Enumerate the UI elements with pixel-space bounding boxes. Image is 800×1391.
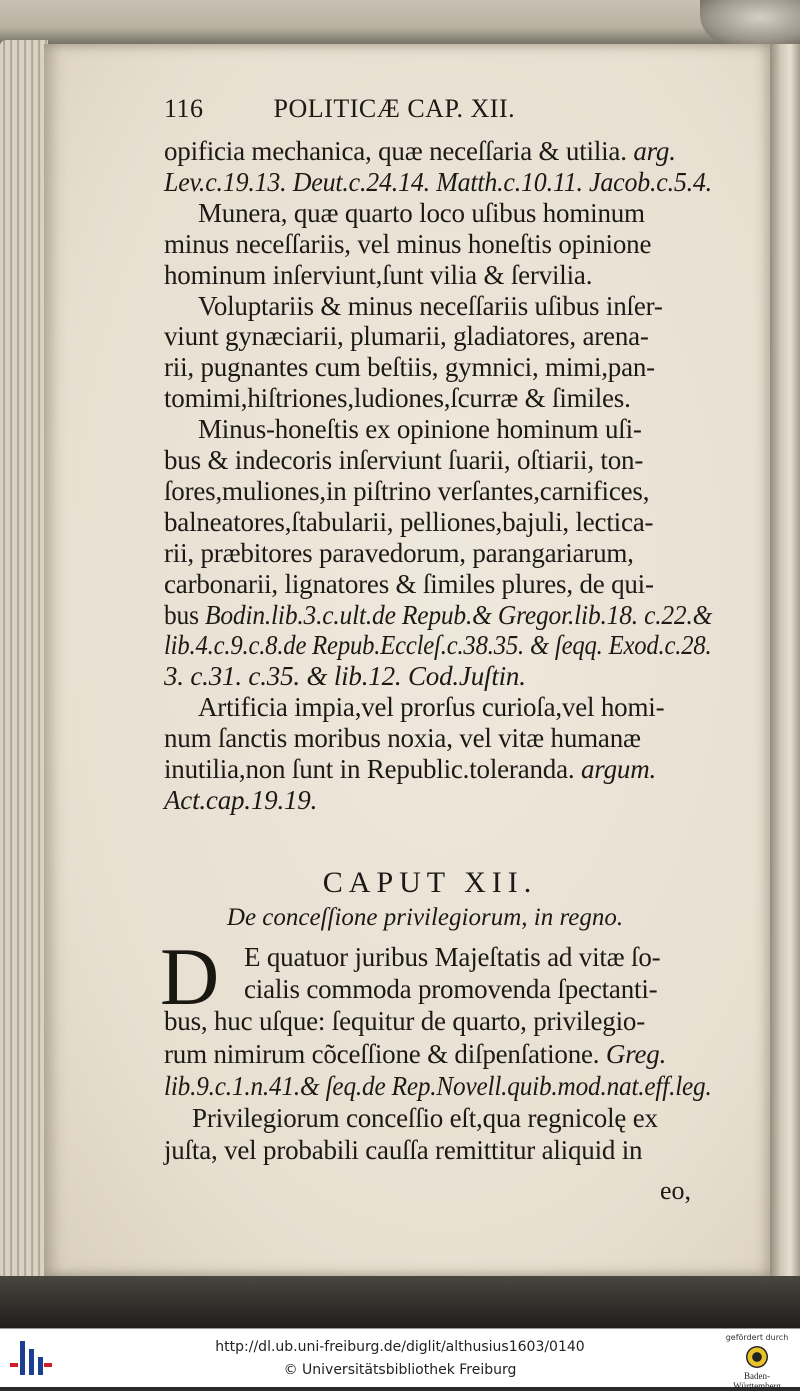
book-bottom-board bbox=[0, 1276, 800, 1328]
line-text: rum nimirum cõceſſione & diſpenſatione. bbox=[164, 1038, 606, 1069]
line-text: opificia mechanica, quæ neceſſaria & utilia. bbox=[164, 136, 634, 166]
text-line bbox=[164, 321, 649, 352]
text-line bbox=[164, 661, 526, 692]
text-line bbox=[198, 198, 645, 229]
citation-text: Bodin.lib.3.c.ult.de Repub.& Gregor.lib.18. c.22.& bbox=[204, 599, 713, 630]
text-line bbox=[164, 630, 712, 661]
text-line bbox=[164, 1006, 645, 1037]
text-line bbox=[244, 974, 657, 1005]
line-text: rii, præbitores paravedorum, parangariarum, bbox=[164, 537, 634, 568]
line-text: ſores,muliones,in piſtrino verſantes,carnifices, bbox=[164, 475, 650, 506]
line-text: Privilegiorum conceſſio eſt,qua regnicolę ex bbox=[192, 1103, 658, 1133]
text-line bbox=[164, 476, 649, 507]
running-title: POLITICÆ CAP. XII. bbox=[273, 94, 516, 123]
line-text: bus, huc uſque: ſequitur de quarto, privilegio- bbox=[164, 1006, 645, 1037]
text-line bbox=[164, 507, 653, 538]
line-text: bus bbox=[164, 599, 205, 630]
permalink-url[interactable]: http://dl.ub.uni-freiburg.de/diglit/althusius1603/0140 bbox=[215, 1339, 585, 1355]
chapter-heading: CAPUT XII. bbox=[322, 866, 538, 899]
text-line bbox=[164, 754, 656, 785]
text-line bbox=[164, 600, 712, 631]
text-line bbox=[164, 1039, 666, 1070]
text-line bbox=[164, 229, 651, 260]
line-text: Minus-honeſtis ex opinione hominum uſi- bbox=[198, 414, 642, 445]
text-line bbox=[164, 260, 592, 291]
sponsor-label: gefördert durch bbox=[725, 1333, 789, 1342]
text-line bbox=[164, 1071, 712, 1102]
line-text: balneatores,ſtabularii, pelliones,bajuli, lecticа- bbox=[164, 506, 654, 537]
citation-text: 3. c.31. c.35. & lib.12. Cod.Juſtin. bbox=[164, 661, 526, 692]
line-text: tomimi,hiſtriones,ludiones,ſcurræ & ſimiles. bbox=[164, 383, 631, 414]
text-line bbox=[164, 445, 643, 476]
line-text: minus neceſſariis, vel minus honeſtis opinione bbox=[164, 228, 652, 259]
citation-text: Greg. bbox=[605, 1038, 667, 1069]
line-text: E quatuor juribus Majeſtatis ad vitæ ſo- bbox=[244, 942, 661, 972]
text-line bbox=[164, 723, 641, 754]
sponsor-badge bbox=[722, 1331, 792, 1391]
state-crest-icon bbox=[746, 1346, 768, 1368]
line-text: Artificia impia,vel prorſus curioſa,vel homi- bbox=[198, 692, 665, 723]
running-head bbox=[164, 94, 515, 124]
text-line bbox=[164, 352, 655, 383]
citation-text: lib.4.c.9.c.8.de Repub.Eccleſ.c.38.35. & ſeqq. Exod.c.28. bbox=[164, 630, 712, 661]
line-text: carbonarii, lignatores & ſimiles plures, de qui- bbox=[164, 568, 654, 599]
line-text: juſta, vel probabili cauſſa remittitur aliquid in bbox=[164, 1135, 643, 1166]
catchword: eo, bbox=[660, 1176, 692, 1205]
text-line bbox=[164, 538, 634, 569]
line-text: viunt gynæciarii, plumarii, gladiatores, arena- bbox=[164, 321, 649, 352]
text-line bbox=[164, 569, 654, 600]
line-text: num ſanctis moribus noxia, vel vitæ humanæ bbox=[164, 723, 641, 754]
line-text: hominum inſerviunt,ſunt vilia & ſervilia. bbox=[164, 259, 593, 290]
line-text: cialis commoda promovenda ſpectanti- bbox=[244, 974, 658, 1005]
text-line bbox=[164, 136, 676, 167]
copyright-notice: © Universitätsbibliothek Freiburg bbox=[283, 1362, 517, 1378]
page-number: 116 bbox=[164, 94, 204, 123]
text-line bbox=[198, 414, 642, 445]
citation-text: arg. bbox=[633, 136, 676, 166]
line-text: Munera, quæ quarto loco uſibus hominum bbox=[198, 197, 645, 228]
book-cover-top bbox=[0, 0, 800, 46]
line-text: rii, pugnantes cum beſtiis, gymnici, mimi,pan- bbox=[164, 352, 655, 383]
drop-cap: D bbox=[160, 931, 220, 1022]
sponsor-name: Baden-Württemberg bbox=[733, 1371, 781, 1391]
text-line bbox=[164, 1135, 642, 1166]
citation-text: Act.cap.19.19. bbox=[164, 784, 318, 815]
citation-text: Lev.c.19.13. Deut.c.24.14. Matth.c.10.11. Jacob.c.5.4. bbox=[164, 166, 712, 197]
line-text: Voluptariis & minus neceſſariis uſibus inſer- bbox=[198, 290, 663, 321]
page-right-edge bbox=[768, 44, 800, 1284]
text-line bbox=[164, 383, 631, 414]
book-clasp bbox=[700, 0, 800, 44]
text-line bbox=[192, 1103, 658, 1134]
text-line bbox=[198, 291, 663, 322]
page-block-edges bbox=[0, 40, 48, 1280]
line-text: inutilia,non ſunt in Republic.toleranda. bbox=[164, 754, 581, 784]
viewer-footer bbox=[0, 1328, 800, 1391]
citation-text: lib.9.c.1.n.41.& ſeq.de Rep.Novell.quib.mod.nat.eff.leg. bbox=[164, 1070, 712, 1101]
chapter-subtitle: De conceſſione privilegiorum, in regno. bbox=[226, 904, 624, 931]
line-text: bus & indecoris inſerviunt ſuarii, oſtiarii, ton- bbox=[164, 445, 644, 475]
text-line bbox=[198, 692, 664, 723]
citation-text: argum. bbox=[580, 754, 657, 784]
text-line bbox=[164, 167, 712, 198]
text-line bbox=[164, 785, 317, 816]
text-line bbox=[244, 942, 660, 973]
